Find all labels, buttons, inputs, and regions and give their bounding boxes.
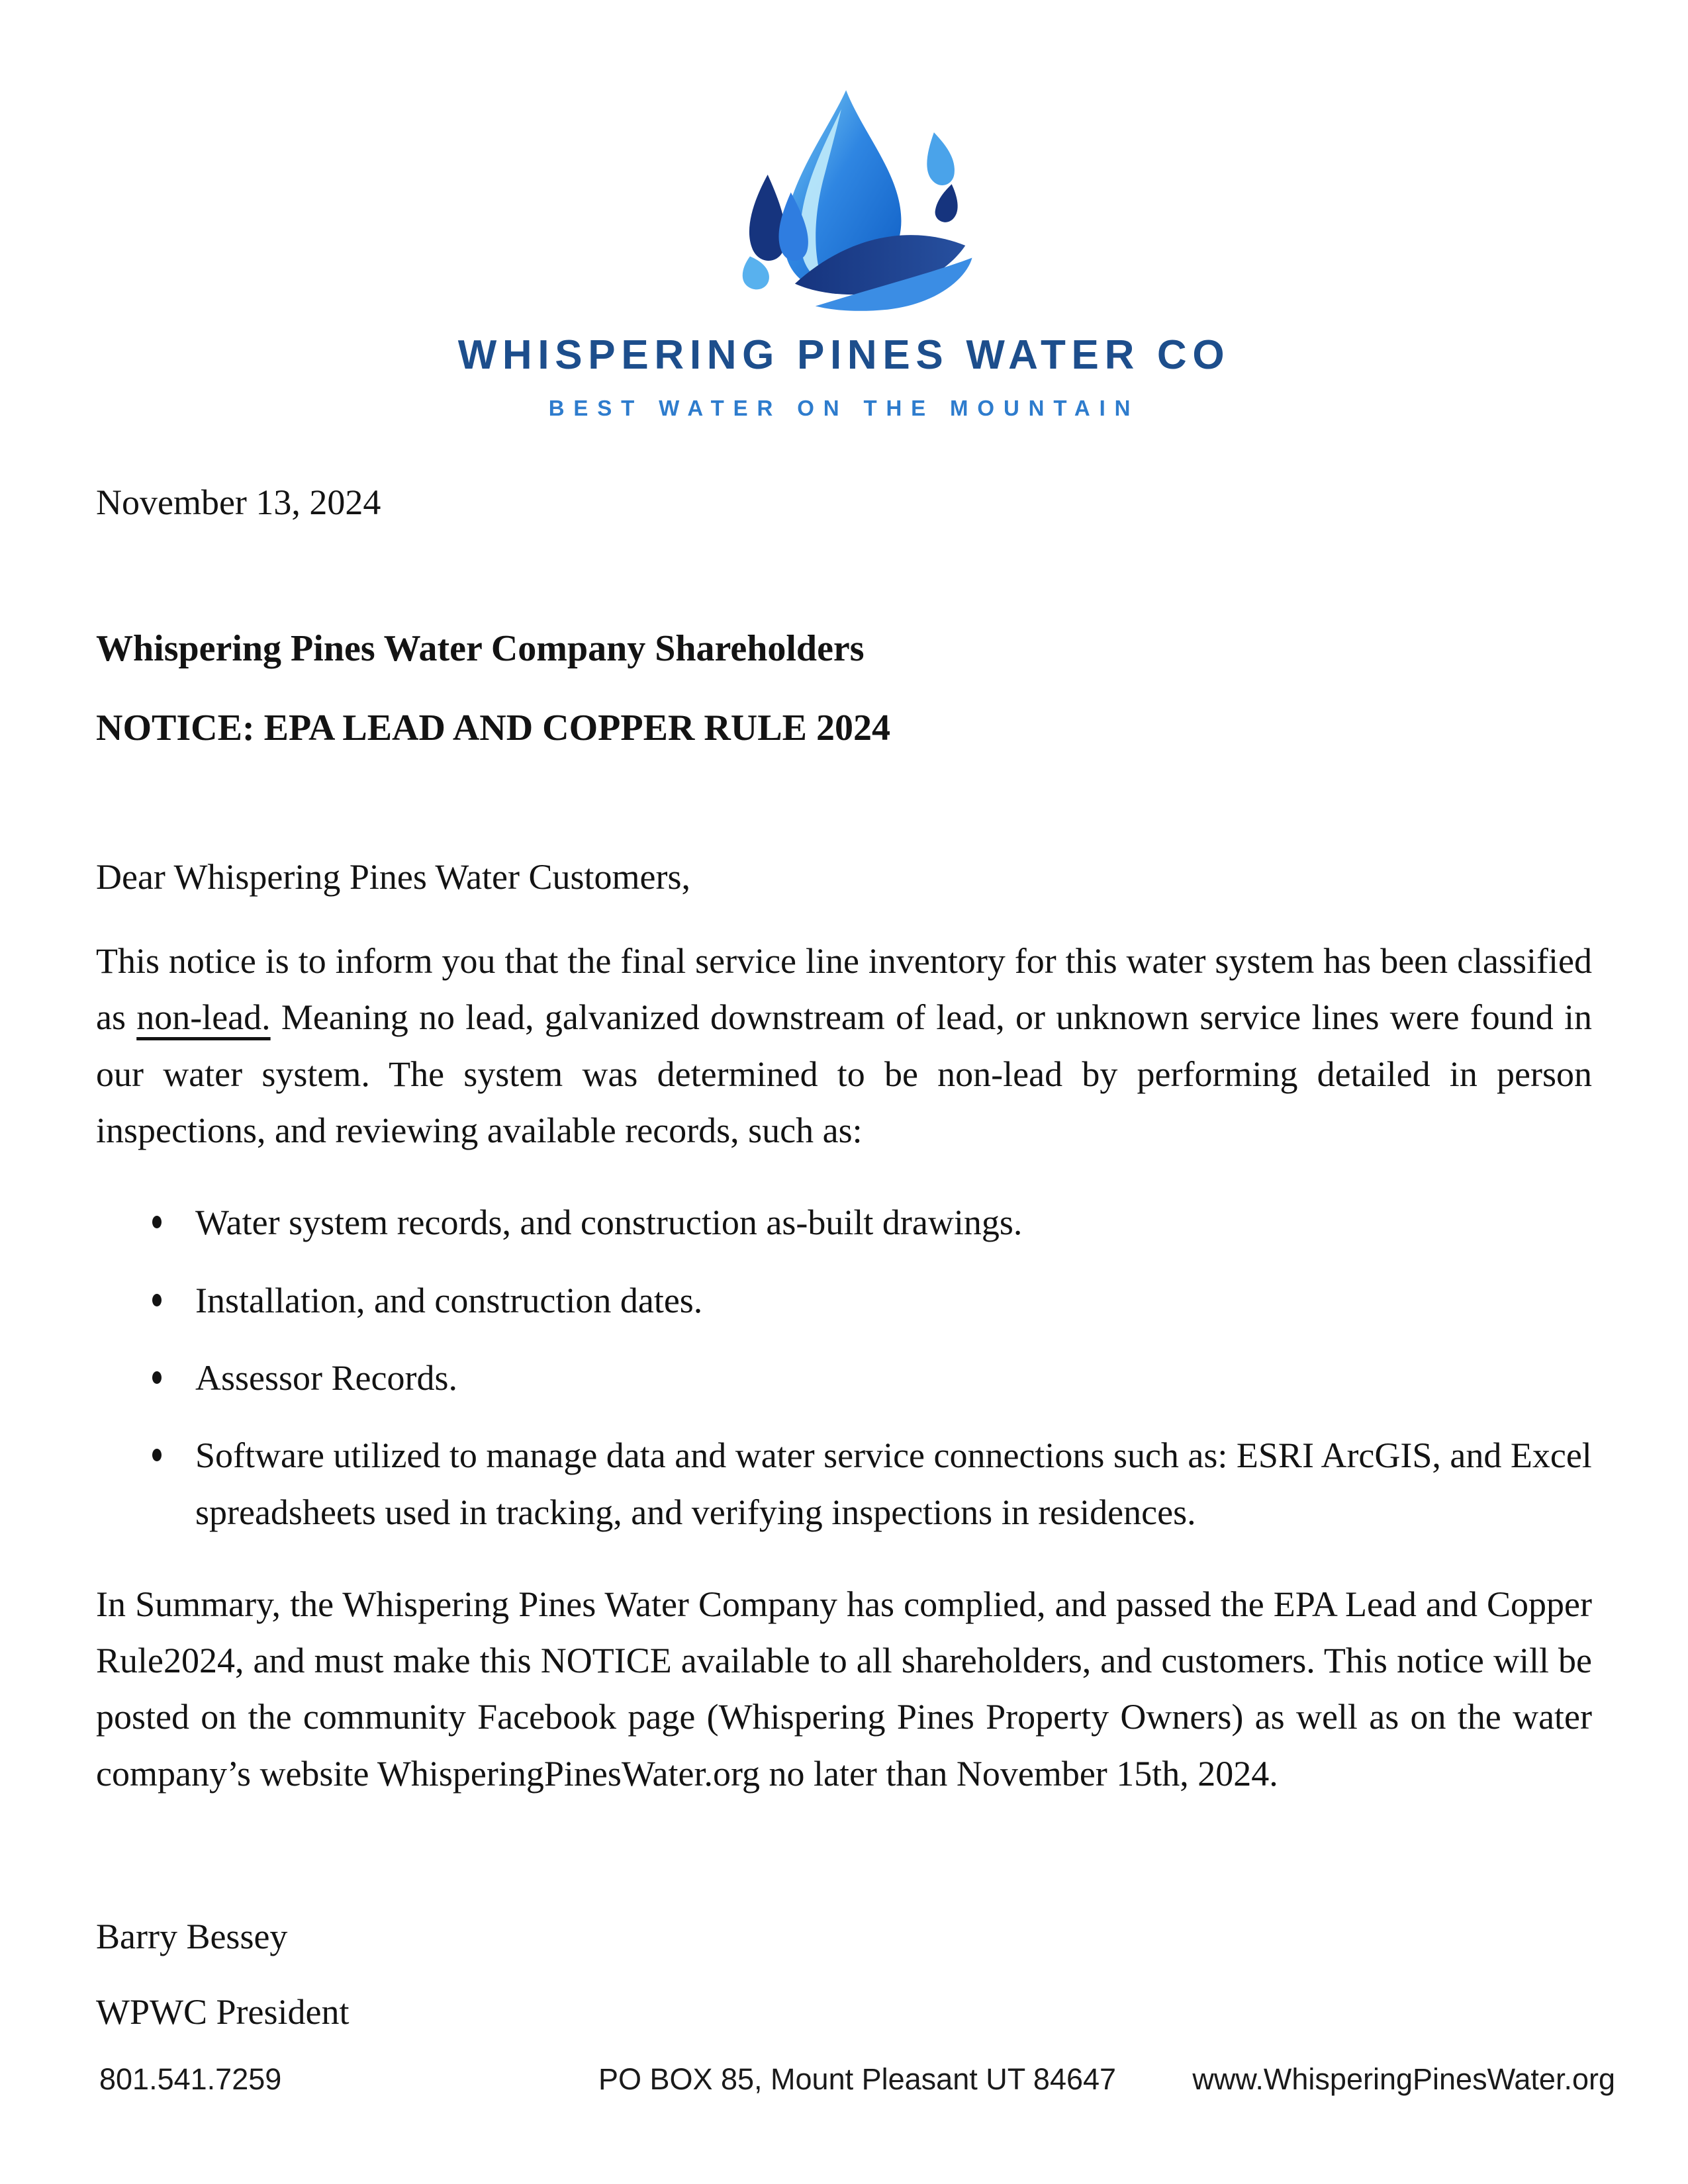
- list-item: Assessor Records.: [152, 1350, 1592, 1406]
- footer-phone: 801.541.7259: [99, 2062, 282, 2096]
- signature-name: Barry Bessey: [96, 1917, 288, 1957]
- paragraph-inventory-end: Meaning no lead, galvanized downstream of lead, or unknown service lines were found in our water system. The system was determined to be non-lead by performing detailed in person inspections, and reviewing available records, such as:: [96, 997, 1592, 1150]
- signature-title: WPWC President: [96, 1992, 350, 2032]
- letter-heading-shareholders: Whispering Pines Water Company Shareholders: [96, 628, 865, 669]
- letter-body: [0, 482, 1688, 2032]
- letter-date: November 13, 2024: [96, 482, 381, 522]
- salutation: Dear Whispering Pines Water Customers,: [96, 857, 690, 897]
- paragraph-inventory: [96, 933, 1592, 1159]
- list-item: Water system records, and construction as-built drawings.: [152, 1195, 1592, 1251]
- company-tagline: BEST WATER ON THE MOUNTAIN: [548, 396, 1140, 420]
- footer-website: www.WhisperingPinesWater.org: [1192, 2062, 1615, 2096]
- water-drop-splash-logo-icon: [702, 85, 986, 316]
- paragraph-summary: In Summary, the Whispering Pines Water Company has complied, and passed the EPA Lead and Copper Rule2024, and must make this NOTICE available to all shareholders, and customers. This notice will be posted on the community Facebook page (Whispering Pines Property Owners) as well as on the water company’s website WhisperingPinesWater.org no later than November 15th, 2024.: [96, 1584, 1592, 1794]
- paragraph-inventory-start: This notice is to inform you that the final service line inventory for this water system has been classified as: [96, 941, 1592, 1038]
- letter-heading-notice: NOTICE: EPA LEAD AND COPPER RULE 2024: [96, 707, 890, 749]
- footer-address: PO BOX 85, Mount Pleasant UT 84647: [598, 2062, 1117, 2096]
- letter-footer: [0, 2062, 1688, 2097]
- logo-block: [0, 85, 1688, 421]
- list-item: Installation, and construction dates.: [152, 1273, 1592, 1329]
- records-list: [152, 1195, 1592, 1541]
- non-lead-underlined: non-lead.: [136, 997, 271, 1038]
- list-item: Software utilized to manage data and water service connections such as: ESRI ArcGIS, and Excel spreadsheets used in tracking, and verifying inspections in residences.: [152, 1428, 1592, 1541]
- company-name: WHISPERING PINES WATER CO: [457, 332, 1231, 378]
